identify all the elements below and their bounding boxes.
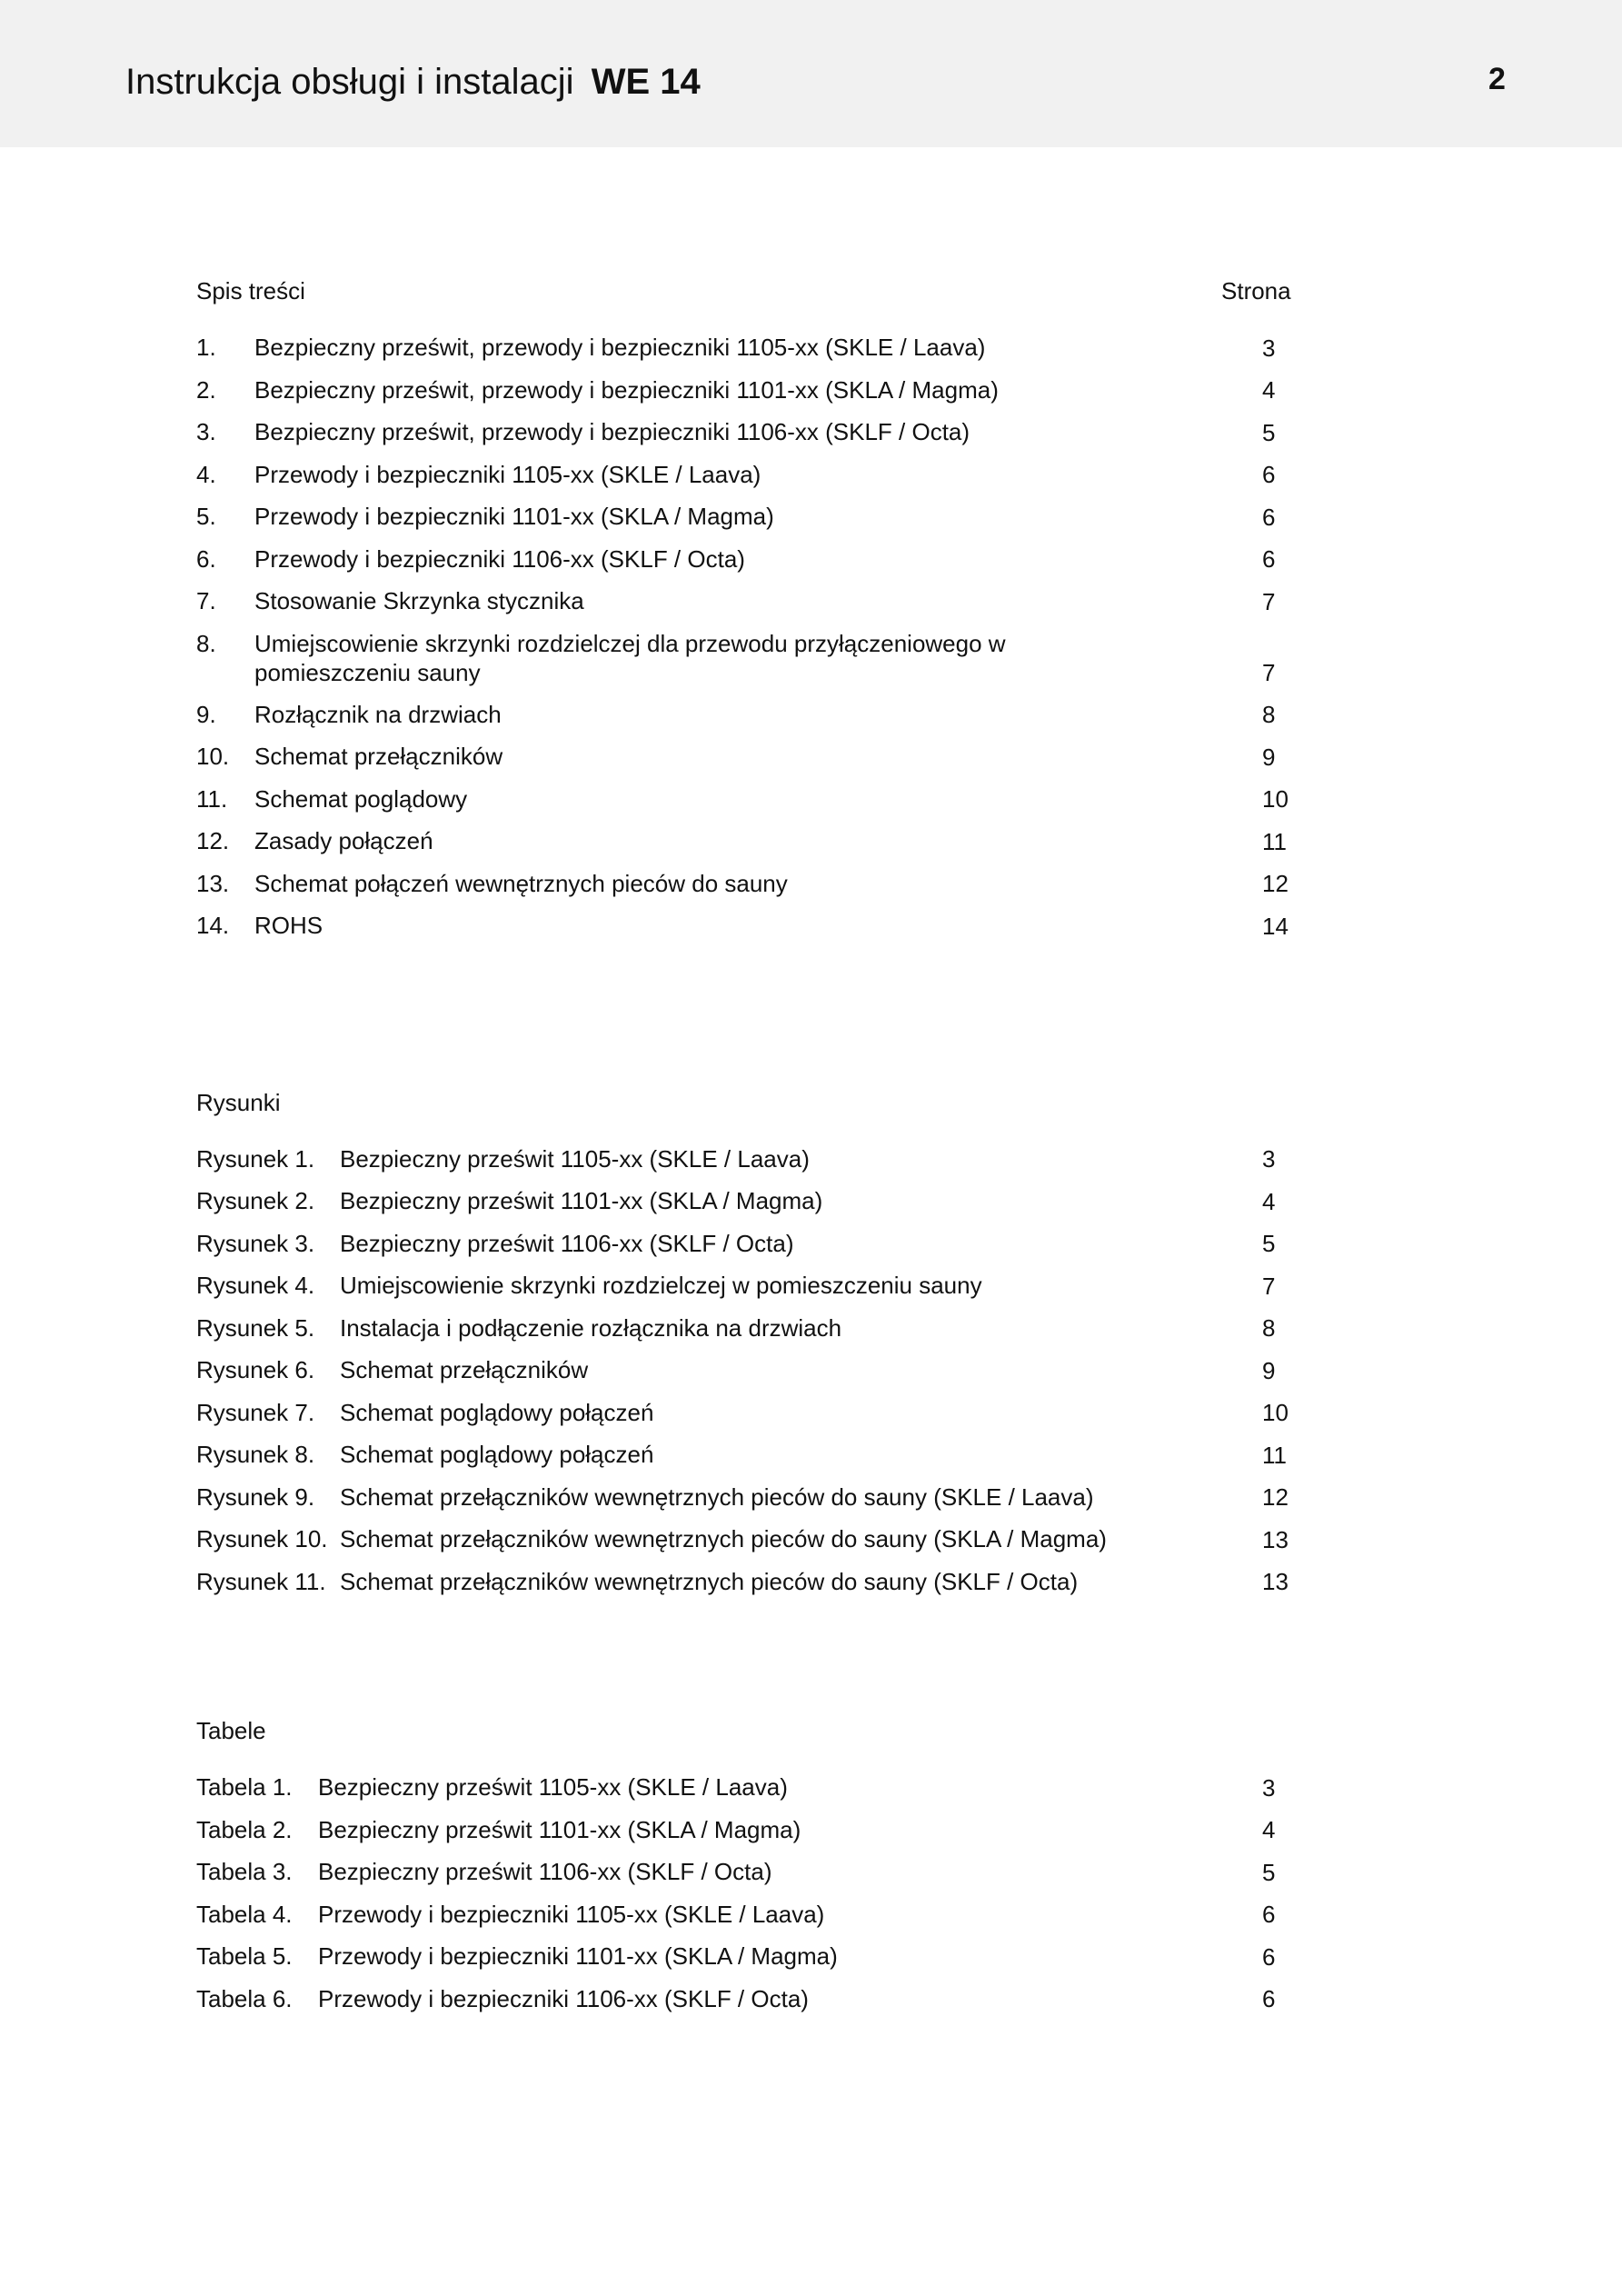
- entry-number: 14.: [196, 912, 230, 939]
- toc-heading-row: [196, 273, 1296, 309]
- document-body: [196, 273, 1296, 2021]
- entry-title: Przewody i bezpieczniki 1105-xx (SKLE / Laava): [254, 460, 761, 488]
- list-item: [196, 539, 1296, 582]
- entry-number: Rysunek 3.: [196, 1229, 315, 1257]
- entry-number: Rysunek 6.: [196, 1356, 315, 1383]
- entry-number: Rysunek 5.: [196, 1313, 315, 1342]
- entry-title: Zasady połączeń: [254, 827, 433, 854]
- entry-page-number: 6: [1262, 1901, 1276, 1928]
- list-item: [196, 1393, 1296, 1435]
- list-item: [196, 863, 1296, 906]
- entry-page-number: 5: [1262, 1230, 1276, 1257]
- entry-title: Stosowanie Skrzynka stycznika: [254, 587, 584, 614]
- entry-page-number: 3: [1262, 1773, 1276, 1802]
- entry-title: Schemat poglądowy połączeń: [340, 1398, 654, 1426]
- list-item: [196, 1477, 1296, 1520]
- figures-heading-row: [196, 1084, 1296, 1121]
- entry-page-number: 7: [1262, 658, 1276, 686]
- entry-number: Rysunek 10.: [196, 1525, 328, 1552]
- entry-title: Przewody i bezpieczniki 1101-xx (SKLA / Magma): [254, 503, 774, 530]
- list-item: [196, 1767, 1296, 1810]
- list-item: [196, 1350, 1296, 1393]
- list-item: [196, 1434, 1296, 1477]
- entry-title: Bezpieczny prześwit 1106-xx (SKLF / Octa): [340, 1229, 794, 1257]
- entry-page-number: 4: [1262, 1187, 1276, 1215]
- tables-heading: Tabele: [196, 1717, 266, 1744]
- entry-number: Tabela 3.: [196, 1858, 293, 1885]
- list-item: [196, 821, 1296, 863]
- entry-number: 5.: [196, 503, 216, 530]
- list-item: [196, 1308, 1296, 1351]
- list-item: [196, 1139, 1296, 1182]
- entry-number: Tabela 2.: [196, 1815, 293, 1843]
- list-item: [196, 327, 1296, 370]
- entry-title: Schemat przełączników wewnętrznych pieców do sauny (SKLF / Octa): [340, 1567, 1079, 1595]
- entry-page-number: 6: [1262, 503, 1276, 531]
- entry-page-number: 8: [1262, 701, 1276, 728]
- list-item: [196, 370, 1296, 413]
- list-item: [196, 624, 1296, 694]
- list-item: [196, 1519, 1296, 1562]
- tables-list: [196, 1767, 1296, 2021]
- entry-title: Umiejscowienie skrzynki rozdzielczej dla przewodu przyłączeniowego w pomieszczeniu sauny: [254, 629, 1006, 686]
- list-item: [196, 581, 1296, 624]
- entry-page-number: 4: [1262, 376, 1276, 404]
- entry-page-number: 12: [1262, 1483, 1289, 1511]
- tables-heading-row: [196, 1712, 1296, 1749]
- entry-number: Rysunek 2.: [196, 1187, 315, 1214]
- list-item: [196, 1181, 1296, 1223]
- entry-title: Przewody i bezpieczniki 1106-xx (SKLF / Octa): [254, 544, 745, 573]
- entry-page-number: 3: [1262, 1145, 1276, 1173]
- entry-title: Bezpieczny prześwit 1106-xx (SKLF / Octa): [318, 1858, 772, 1885]
- entry-number: 1.: [196, 334, 216, 361]
- entry-number: Rysunek 7.: [196, 1398, 315, 1426]
- list-item: [196, 1852, 1296, 1894]
- entry-title: Umiejscowienie skrzynki rozdzielczej w pomieszczeniu sauny: [340, 1272, 982, 1299]
- entry-title: Schemat poglądowy połączeń: [340, 1441, 654, 1468]
- list-item: [196, 694, 1296, 737]
- entry-number: Tabela 6.: [196, 1984, 293, 2012]
- entry-title: Instalacja i podłączenie rozłącznika na drzwiach: [340, 1313, 842, 1342]
- entry-title: Schemat przełączników wewnętrznych pieców do sauny (SKLA / Magma): [340, 1525, 1107, 1552]
- figures-heading: Rysunki: [196, 1088, 281, 1116]
- list-item: [196, 1936, 1296, 1979]
- entry-page-number: 6: [1262, 1985, 1276, 2012]
- entry-number: Tabela 1.: [196, 1773, 293, 1801]
- list-item: [196, 1562, 1296, 1604]
- entry-number: 9.: [196, 700, 216, 728]
- entry-number: Rysunek 8.: [196, 1441, 315, 1468]
- entry-number: Tabela 4.: [196, 1900, 293, 1928]
- list-item: [196, 1223, 1296, 1266]
- entry-page-number: 10: [1262, 1399, 1289, 1426]
- entry-number: 11.: [196, 784, 228, 813]
- entry-page-number: 8: [1262, 1314, 1276, 1342]
- list-item: [196, 1894, 1296, 1937]
- list-item: [196, 905, 1296, 948]
- toc-heading: Spis treści: [196, 277, 305, 304]
- entry-number: Rysunek 1.: [196, 1144, 315, 1173]
- entry-page-number: 9: [1262, 743, 1276, 771]
- entry-title: Bezpieczny prześwit 1101-xx (SKLA / Magma): [340, 1187, 823, 1214]
- entry-number: 8.: [196, 629, 216, 657]
- entry-number: Rysunek 4.: [196, 1272, 315, 1299]
- entry-number: 3.: [196, 418, 216, 445]
- entry-page-number: 5: [1262, 1858, 1276, 1886]
- entry-page-number: 11: [1262, 1441, 1287, 1469]
- entry-number: 12.: [196, 827, 230, 854]
- entry-title: Rozłącznik na drzwiach: [254, 700, 502, 728]
- entry-title: Schemat przełączników: [254, 743, 503, 770]
- entry-page-number: 13: [1262, 1525, 1289, 1553]
- entry-number: 2.: [196, 375, 216, 404]
- entry-number: 13.: [196, 869, 230, 897]
- entry-title: Przewody i bezpieczniki 1105-xx (SKLE / Laava): [318, 1900, 825, 1928]
- entry-page-number: 4: [1262, 1816, 1276, 1843]
- entry-page-number: 6: [1262, 461, 1276, 488]
- document-title-text: Instrukcja obsługi i instalacji: [125, 62, 574, 102]
- entry-page-number: 7: [1262, 1272, 1276, 1300]
- entry-title: Schemat połączeń wewnętrznych pieców do sauny: [254, 869, 788, 897]
- entry-number: Rysunek 9.: [196, 1482, 315, 1511]
- entry-number: 10.: [196, 743, 230, 770]
- toc-page-heading: Strona: [1221, 277, 1291, 304]
- entry-page-number: 9: [1262, 1356, 1276, 1384]
- entry-title: Schemat poglądowy: [254, 784, 468, 813]
- entry-number: 7.: [196, 587, 216, 614]
- entry-number: Tabela 5.: [196, 1942, 293, 1970]
- entry-title: Bezpieczny prześwit, przewody i bezpieczniki 1101-xx (SKLA / Magma): [254, 375, 999, 404]
- model-name: WE 14: [591, 62, 701, 102]
- entry-number: 4.: [196, 460, 216, 488]
- entry-title: Bezpieczny prześwit 1101-xx (SKLA / Magma): [318, 1815, 801, 1843]
- entry-title: ROHS: [254, 912, 323, 939]
- entry-title: Przewody i bezpieczniki 1106-xx (SKLF / Octa): [318, 1984, 809, 2012]
- entry-page-number: 6: [1262, 1942, 1276, 1971]
- list-item: [196, 454, 1296, 497]
- list-item: [196, 496, 1296, 539]
- list-item: [196, 1810, 1296, 1852]
- list-item: [196, 779, 1296, 822]
- toc-list: [196, 327, 1296, 948]
- entry-title: Schemat przełączników: [340, 1356, 589, 1383]
- entry-page-number: 10: [1262, 785, 1289, 813]
- entry-title: Bezpieczny prześwit 1105-xx (SKLE / Laava): [318, 1773, 788, 1801]
- figures-list: [196, 1139, 1296, 1604]
- entry-title: Bezpieczny prześwit 1105-xx (SKLE / Laava): [340, 1144, 810, 1173]
- entry-page-number: 3: [1262, 334, 1276, 362]
- list-item: [196, 736, 1296, 779]
- entry-page-number: 13: [1262, 1568, 1289, 1595]
- entry-page-number: 5: [1262, 418, 1276, 446]
- entry-number: 6.: [196, 544, 216, 573]
- entry-title: Przewody i bezpieczniki 1101-xx (SKLA / Magma): [318, 1942, 838, 1970]
- page-header: [0, 0, 1622, 147]
- entry-title: Schemat przełączników wewnętrznych pieców do sauny (SKLE / Laava): [340, 1482, 1094, 1511]
- list-item: [196, 412, 1296, 454]
- document-title: [125, 64, 701, 100]
- entry-page-number: 6: [1262, 545, 1276, 573]
- entry-title: Bezpieczny prześwit, przewody i bezpieczniki 1105-xx (SKLE / Laava): [254, 334, 986, 361]
- page-number: 2: [1488, 62, 1506, 96]
- entry-title: Bezpieczny prześwit, przewody i bezpieczniki 1106-xx (SKLF / Octa): [254, 418, 970, 445]
- list-item: [196, 1979, 1296, 2021]
- entry-number: Rysunek 11.: [196, 1567, 326, 1595]
- entry-page-number: 11: [1262, 827, 1287, 855]
- entry-page-number: 14: [1262, 912, 1289, 940]
- entry-page-number: 12: [1262, 870, 1289, 897]
- list-item: [196, 1265, 1296, 1308]
- entry-page-number: 7: [1262, 587, 1276, 615]
